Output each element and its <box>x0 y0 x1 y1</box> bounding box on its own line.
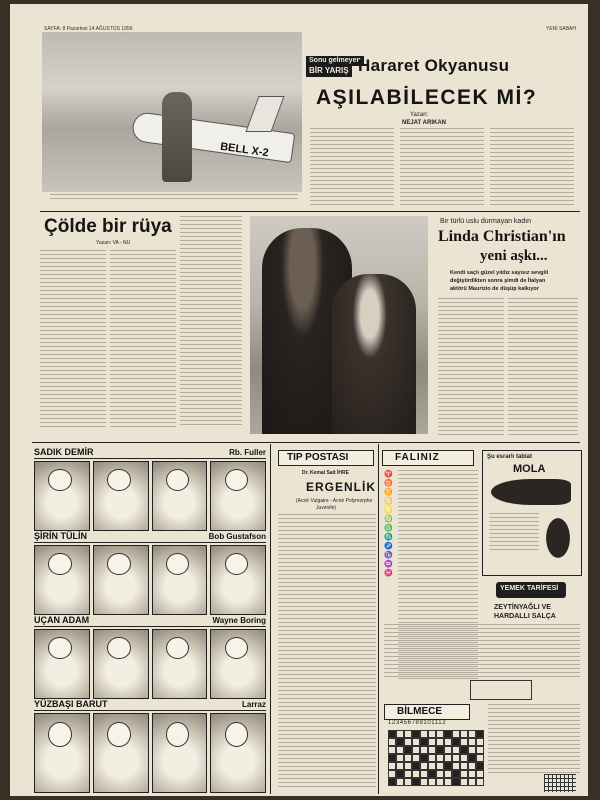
top-story-text-col-2 <box>400 128 484 208</box>
bilmece-clues <box>488 704 580 776</box>
zodiac-icon: ♏ <box>384 533 393 541</box>
top-story-text-col-1 <box>310 128 394 208</box>
tip-header-box <box>278 450 374 466</box>
comic-author: Rb. Fuller <box>229 447 266 457</box>
yemek-title-1: ZEYTİNYAĞLI VE <box>494 604 551 611</box>
tabiat-text <box>489 513 539 553</box>
col-story-text-3 <box>180 216 242 428</box>
comic-panel <box>210 461 266 531</box>
comic-panel <box>152 629 208 699</box>
col-story-title: Çölde bir rüya <box>44 216 172 237</box>
top-story-title-2: AŞILABİLECEK Mİ? <box>316 86 538 109</box>
linda-text-1 <box>438 298 504 438</box>
comic-title: SADIK DEMİR <box>34 447 94 457</box>
comic-author: Larraz <box>241 699 266 709</box>
top-story-photo <box>42 32 302 192</box>
linda-kicker: Bir türlü uslu durmayan kadın <box>440 218 532 225</box>
aircraft-fin <box>245 96 284 132</box>
comic-panel <box>34 461 90 531</box>
zodiac-icon: ♎ <box>384 524 393 532</box>
comic-title: UÇAN ADAM <box>34 615 90 625</box>
bilmece-numbers: 123456789101112 <box>388 720 447 726</box>
comic-strip-2 <box>34 530 266 615</box>
top-story-kicker-2: BİR YARIŞ <box>306 66 352 77</box>
linda-subtitle-1: Kendi saçlı güzel yıldız sayısız sevgili <box>450 270 549 276</box>
linda-text-2 <box>508 298 578 438</box>
comic-panel <box>93 629 149 699</box>
comic-author: Wayne Boring <box>212 615 266 625</box>
comic-panel <box>93 545 149 615</box>
falin-header-box <box>382 450 474 466</box>
linda-photo <box>250 216 428 434</box>
zodiac-icon: ♉ <box>384 479 393 487</box>
page-header-right: YENİ SABAH <box>545 26 576 32</box>
woman-figure <box>332 274 416 434</box>
comic-panel <box>34 545 90 615</box>
comic-panel <box>152 461 208 531</box>
divider-1 <box>40 211 580 212</box>
comic-author: Bob Gustafson <box>208 531 266 541</box>
comic-panel <box>210 545 266 615</box>
recipe-box <box>470 680 532 700</box>
zodiac-icon: ♋ <box>384 497 393 505</box>
top-story-text-col-3 <box>490 128 574 208</box>
comic-strip-3 <box>34 614 266 699</box>
tip-subtitle-2: Juvenile) <box>316 505 337 511</box>
col-story-byline: Yazan: VA - NU <box>96 240 131 246</box>
comic-panel <box>152 713 208 793</box>
linda-title-2: yeni aşkı... <box>480 248 548 264</box>
page-header-left: SAYFA: 8 Pazartesi 14 AĞUSTOS 1956 <box>44 26 133 32</box>
zodiac-icon: ♒ <box>384 560 393 568</box>
tip-doctor: Dr. Kemal Sait İHRE <box>302 470 349 476</box>
comic-panel <box>34 629 90 699</box>
newspaper-page <box>10 4 588 796</box>
zodiac-icon: ♌ <box>384 506 393 514</box>
column-rule-1 <box>270 444 271 794</box>
falin-lower-text <box>384 624 580 678</box>
bilmece-header: BİLMECE <box>397 706 442 717</box>
photo-caption <box>50 194 298 200</box>
comic-panel <box>34 713 90 793</box>
tip-subtitle-1: (Acnè Vulgaire - Acnè Polymorphe <box>296 498 373 504</box>
zodiac-icon: ♑ <box>384 551 393 559</box>
comic-panel <box>93 461 149 531</box>
tip-header: TIP POSTASI <box>287 452 349 463</box>
tip-text <box>278 514 376 790</box>
tabiat-box <box>482 450 582 576</box>
crossword-grid <box>388 730 484 794</box>
comic-panel <box>210 629 266 699</box>
comic-title: YÜZBAŞI BARUT <box>34 699 108 709</box>
tip-title: ERGENLİK <box>306 480 377 494</box>
byline: NEJAT ARIKAN <box>402 120 447 126</box>
linda-subtitle-2: değiştirdikten sonra şimdi de İtalyan <box>450 278 546 284</box>
linda-subtitle-3: aktörü Maurizio de düşüp kalkıyor <box>450 286 539 292</box>
tabiat-label: Şu esrarlı tabiat <box>487 454 533 460</box>
comic-strip-1 <box>34 446 266 531</box>
comic-panel <box>93 713 149 793</box>
zodiac-icon: ♈ <box>384 470 393 478</box>
top-story-title-1: Hararet Okyanusu <box>358 56 510 75</box>
byline-label: Yazan: <box>410 112 429 118</box>
bird-illustration <box>543 513 573 563</box>
col-story-text-2 <box>110 250 176 430</box>
comic-title: ŞİRİN TÜLİN <box>34 531 87 541</box>
comic-panel <box>210 713 266 793</box>
top-story-kicker-1: Sonu gelmeyen <box>306 56 364 66</box>
yemek-header: YEMEK TARİFESİ <box>500 585 559 592</box>
comic-panel <box>152 545 208 615</box>
tabiat-name: MOLA <box>513 463 546 475</box>
bilmece-header-box <box>384 704 470 720</box>
fish-illustration <box>491 479 571 505</box>
falin-header: FALINIZ <box>395 452 440 463</box>
column-rule-2 <box>378 444 379 794</box>
small-grid <box>544 774 576 792</box>
zodiac-icon: ♍ <box>384 515 393 523</box>
zodiac-icon: ♓ <box>384 569 393 577</box>
col-story-text-1 <box>40 250 106 430</box>
divider-2 <box>32 442 580 443</box>
zodiac-icon: ♊ <box>384 488 393 496</box>
zodiac-symbols <box>384 470 394 578</box>
comic-strip-4 <box>34 698 266 793</box>
aircraft-label: BELL X-2 <box>219 140 270 160</box>
linda-title-1: Linda Christian'ın <box>438 228 566 245</box>
yemek-header-box <box>496 582 566 598</box>
yemek-title-2: HARDALLI SALÇA <box>494 613 556 620</box>
zodiac-icon: ♐ <box>384 542 393 550</box>
pilot-figure <box>162 92 192 182</box>
